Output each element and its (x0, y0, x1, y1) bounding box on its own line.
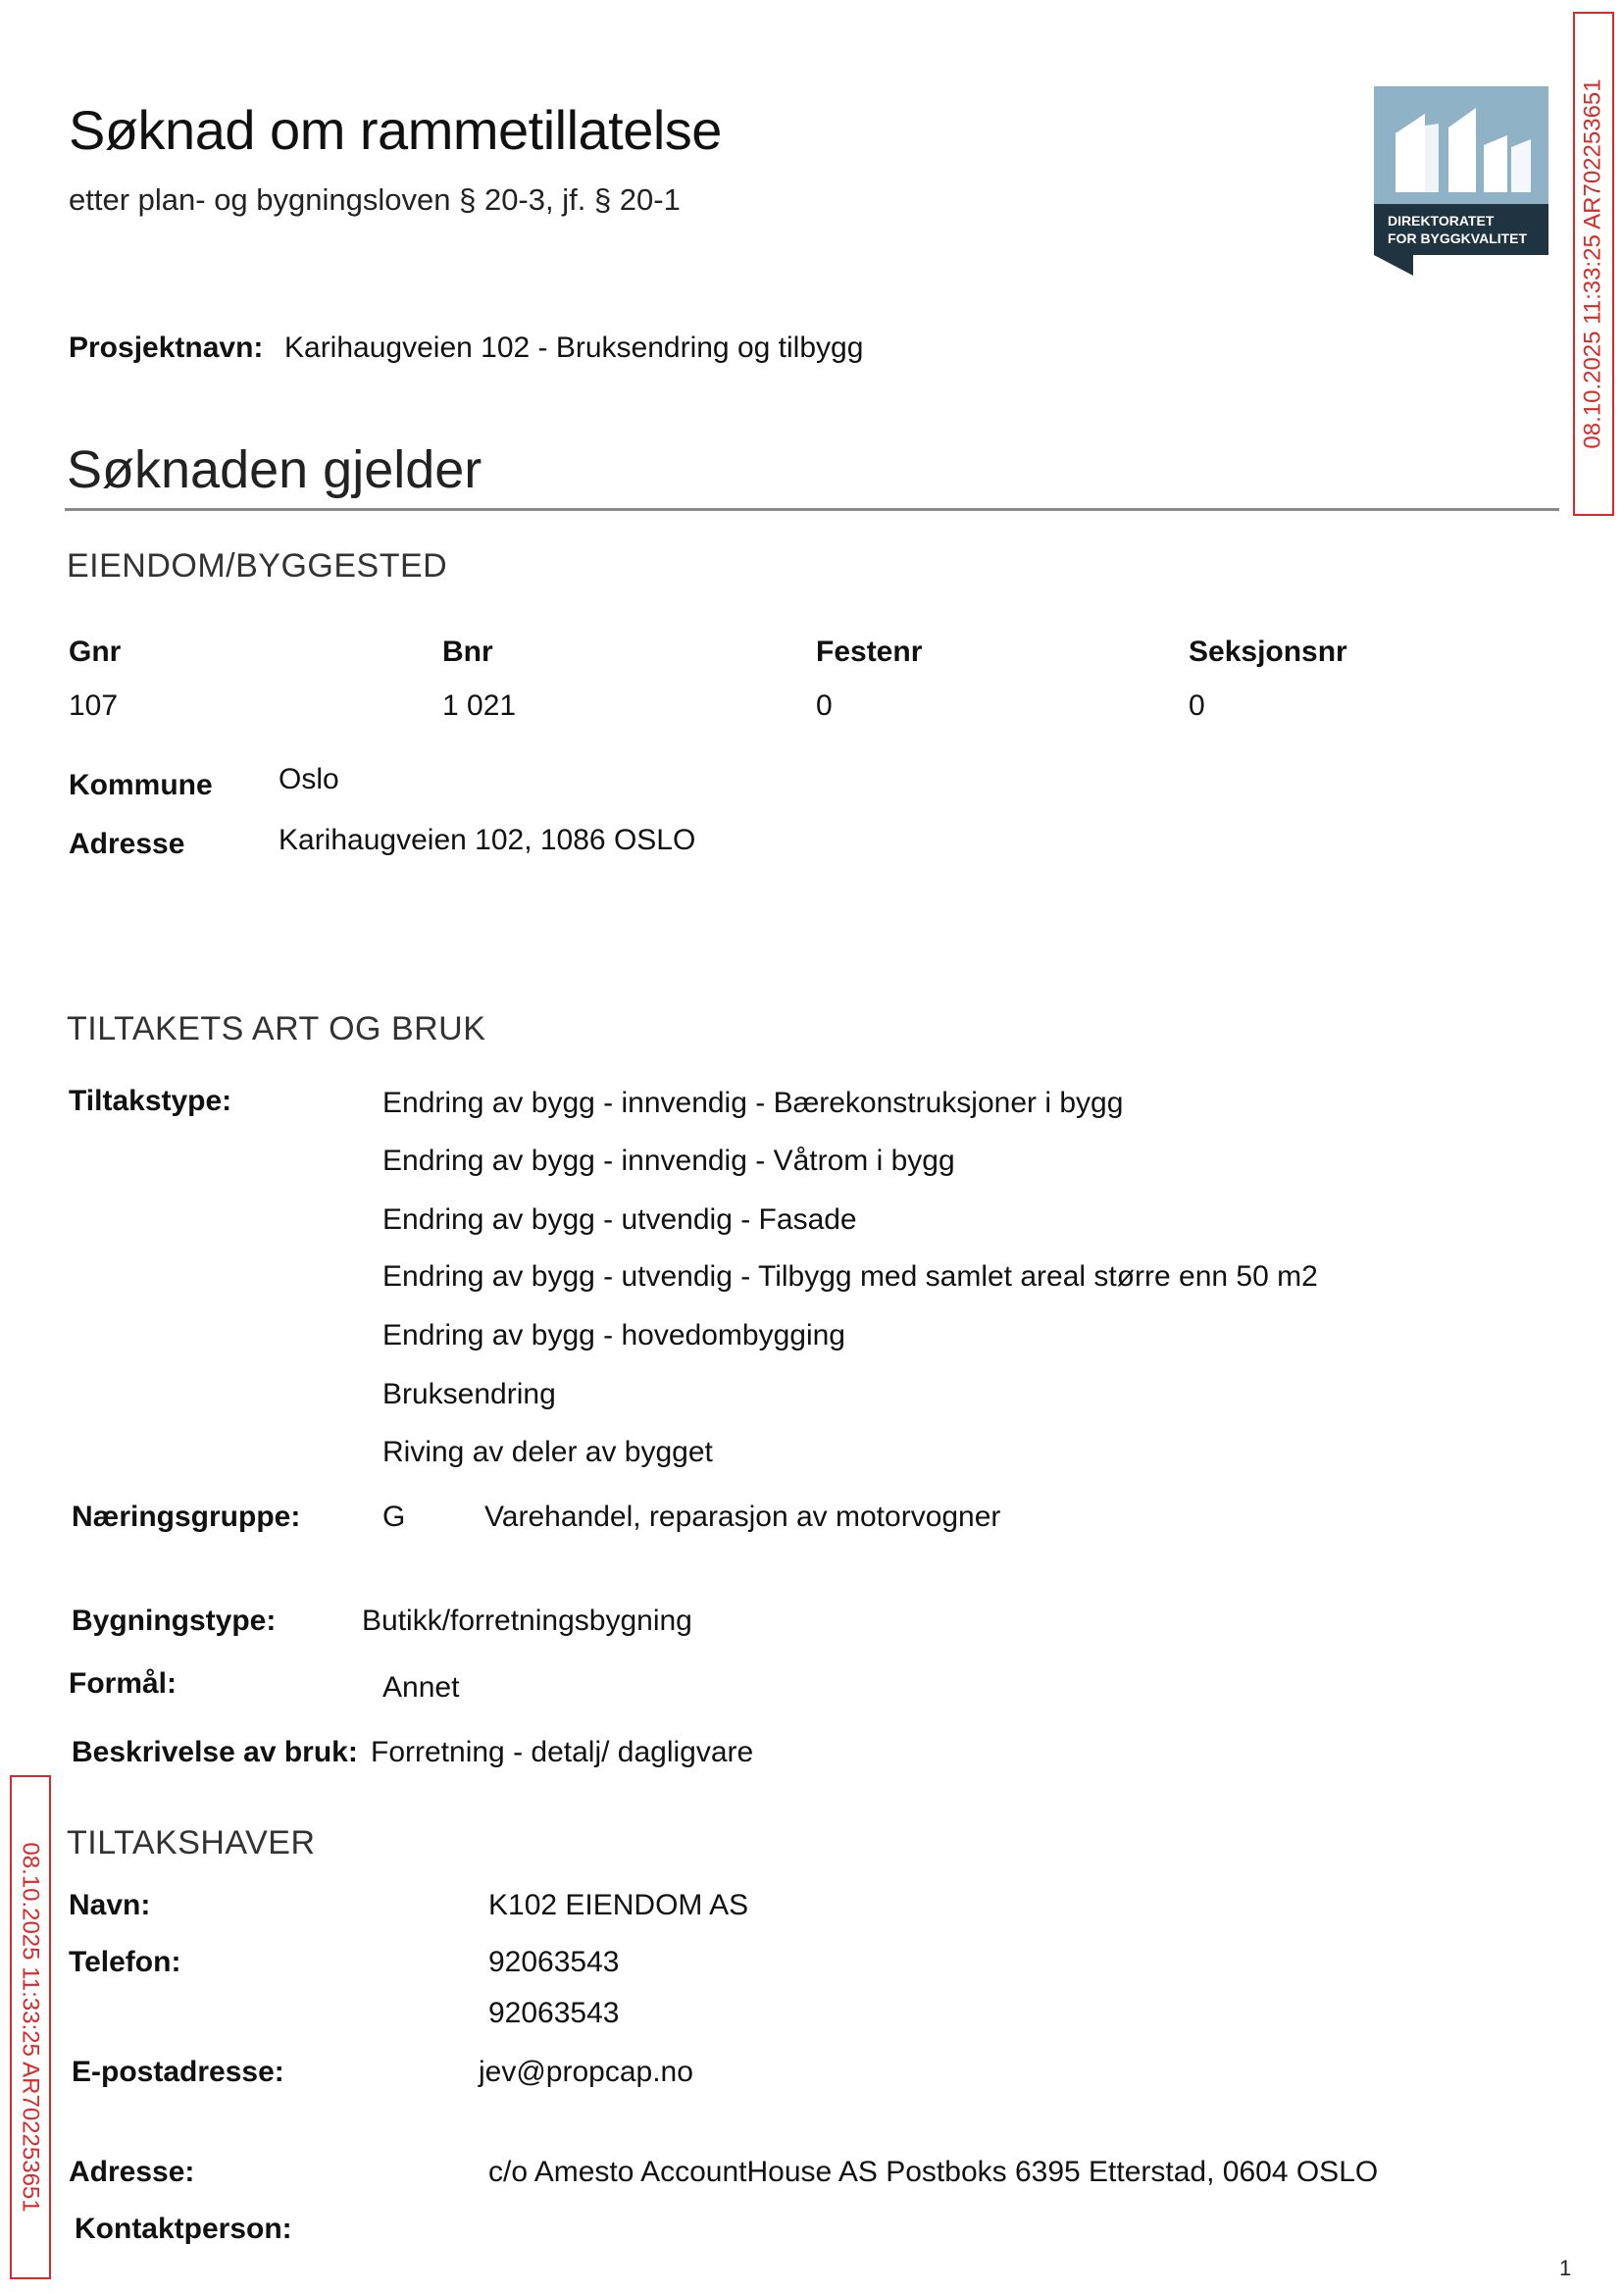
gnr-value: 107 (69, 689, 119, 722)
beskrivelse-value: Forretning - detalj/ dagligvare (371, 1736, 754, 1768)
formal-label: Formål: (69, 1667, 178, 1700)
page-number: 1 (1559, 2256, 1572, 2280)
dibk-logo (1374, 86, 1548, 276)
stamp-text: 08.10.2025 11:33:25 AR702253651 (18, 1842, 44, 2213)
gnr-label: Gnr (69, 636, 122, 668)
tiltakstype-item: Bruksendring (382, 1378, 556, 1410)
tiltakstype-item: Endring av bygg - hovedombygging (382, 1319, 845, 1351)
property-heading: EIENDOM/BYGGESTED (67, 547, 448, 585)
formal-value: Annet (382, 1671, 460, 1704)
timestamp-stamp-top (1573, 12, 1614, 516)
applicant-heading: TILTAKSHAVER (67, 1824, 316, 1861)
section-divider (65, 508, 1559, 511)
festenr-label: Festenr (816, 636, 923, 668)
adresse-label: Adresse (69, 828, 185, 860)
stamp-text: 08.10.2025 11:33:25 AR702253651 (1580, 78, 1606, 449)
kontaktperson-label: Kontaktperson: (75, 2213, 292, 2245)
page-title: Søknad om rammetillatelse (69, 99, 722, 161)
measure-heading: TILTAKETS ART OG BRUK (67, 1010, 486, 1047)
bygningstype-value: Butikk/forretningsbygning (362, 1605, 692, 1637)
tiltakstype-item: Riving av deler av bygget (382, 1436, 713, 1468)
telefon-value: 92063543 (488, 1946, 620, 1978)
epost-label: E-postadresse: (72, 2056, 284, 2088)
seksjonsnr-label: Seksjonsnr (1189, 636, 1347, 668)
applicant-adresse-value: c/o Amesto AccountHouse AS Postboks 6395 Etterstad, 0604 OSLO (488, 2156, 1379, 2188)
tiltakstype-item: Endring av bygg - utvendig - Tilbygg med samlet areal større enn 50 m2 (382, 1260, 1318, 1293)
seksjonsnr-value: 0 (1189, 689, 1205, 722)
beskrivelse-label: Beskrivelse av bruk: (72, 1736, 358, 1768)
naeringsgruppe-code: G (382, 1501, 406, 1533)
bnr-label: Bnr (442, 636, 493, 668)
tiltakstype-item: Endring av bygg - innvendig - Bærekonstruksjoner i bygg (382, 1087, 1124, 1119)
navn-value: K102 EIENDOM AS (488, 1889, 749, 1921)
project-label: Prosjektnavn: (69, 331, 264, 364)
page-subtitle: etter plan- og bygningsloven § 20-3, jf. § 20-1 (69, 182, 681, 217)
tiltakstype-item: Endring av bygg - innvendig - Våtrom i bygg (382, 1145, 955, 1177)
naeringsgruppe-label: Næringsgruppe: (72, 1501, 301, 1533)
festenr-value: 0 (816, 689, 833, 722)
logo-text-line2: FOR BYGGKVALITET (1388, 230, 1528, 246)
telefon-label: Telefon: (69, 1946, 181, 1978)
kommune-value: Oslo (279, 763, 339, 795)
logo-text-line1: DIREKTORATET (1388, 213, 1495, 229)
navn-label: Navn: (69, 1889, 151, 1921)
tiltakstype-label: Tiltakstype: (69, 1085, 232, 1117)
naeringsgruppe-value: Varehandel, reparasjon av motorvogner (484, 1501, 1001, 1533)
bygningstype-label: Bygningstype: (72, 1605, 277, 1637)
epost-value: jev@propcap.no (479, 2056, 693, 2088)
kommune-label: Kommune (69, 769, 213, 801)
bnr-value: 1 021 (442, 689, 517, 722)
tiltakstype-item: Endring av bygg - utvendig - Fasade (382, 1203, 857, 1236)
section-heading: Søknaden gjelder (67, 440, 482, 499)
project-value: Karihaugveien 102 - Bruksendring og tilbygg (284, 331, 864, 364)
telefon-value: 92063543 (488, 1997, 620, 2029)
adresse-value: Karihaugveien 102, 1086 OSLO (279, 824, 696, 856)
applicant-adresse-label: Adresse: (69, 2156, 195, 2188)
timestamp-stamp-bottom (10, 1775, 51, 2279)
